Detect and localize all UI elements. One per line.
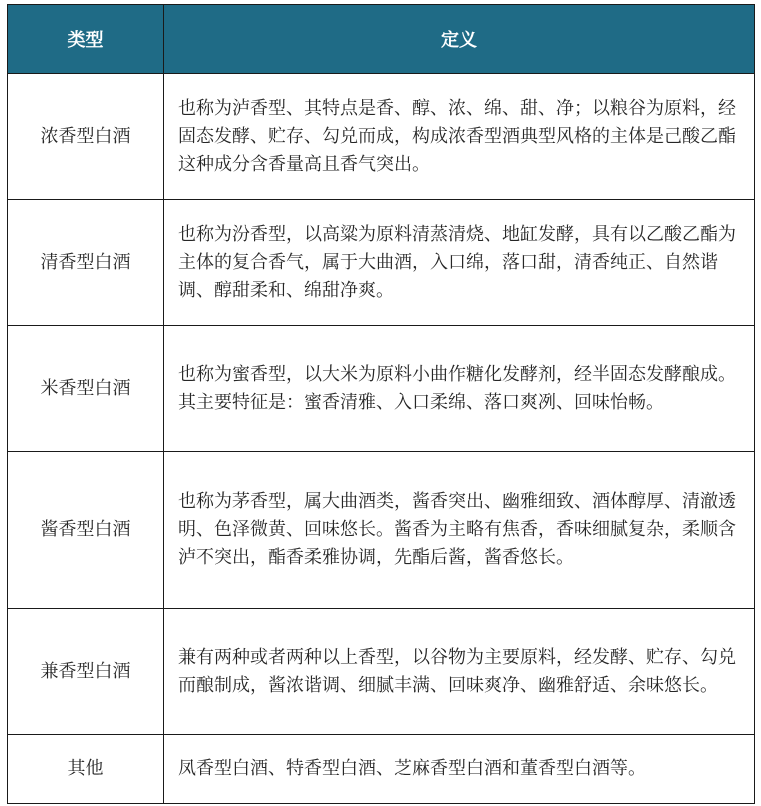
table-row	[8, 735, 755, 804]
table-row	[8, 452, 755, 609]
definition-cell: 兼有两种或者两种以上香型，以谷物为主要原料，经发酵、贮存、勾兑而酿制成，酱浓谐调、细腻丰满、回味爽净、幽雅舒适、余味悠长。	[164, 609, 755, 735]
table-row	[8, 609, 755, 735]
header-row	[8, 5, 755, 74]
definition-cell: 也称为蜜香型，以大米为原料小曲作糖化发酵剂，经半固态发酵酿成。其主要特征是：蜜香清雅、入口柔绵、落口爽冽、回味怡畅。	[164, 326, 755, 452]
type-cell: 兼香型白酒	[8, 609, 164, 735]
type-cell: 米香型白酒	[8, 326, 164, 452]
table-row	[8, 200, 755, 326]
definition-cell: 也称为茅香型，属大曲酒类，酱香突出、幽雅细致、酒体醇厚、清澈透明、色泽微黄、回味悠长。酱香为主略有焦香，香味细腻复杂，柔顺含泸不突出，酯香柔雅协调，先酯后酱，酱香悠长。	[164, 452, 755, 609]
definition-cell: 也称为汾香型，以高粱为原料清蒸清烧、地缸发酵，具有以乙酸乙酯为主体的复合香气，属于大曲酒，入口绵，落口甜，清香纯正、自然谐调、醇甜柔和、绵甜净爽。	[164, 200, 755, 326]
type-cell: 酱香型白酒	[8, 452, 164, 609]
table-row	[8, 74, 755, 200]
definition-cell: 也称为泸香型、其特点是香、醇、浓、绵、甜、净；以粮谷为原料，经固态发酵、贮存、勾兑而成，构成浓香型酒典型风格的主体是己酸乙酯这种成分含香量高且香气突出。	[164, 74, 755, 200]
table-body	[8, 74, 755, 804]
type-cell: 清香型白酒	[8, 200, 164, 326]
header-type: 类型	[8, 5, 164, 74]
table-row	[8, 326, 755, 452]
liquor-type-table-container	[7, 4, 754, 804]
definition-cell: 凤香型白酒、特香型白酒、芝麻香型白酒和董香型白酒等。	[164, 735, 755, 804]
liquor-type-table	[7, 4, 755, 804]
type-cell: 浓香型白酒	[8, 74, 164, 200]
header-definition: 定义	[164, 5, 755, 74]
table-header	[8, 5, 755, 74]
type-cell: 其他	[8, 735, 164, 804]
